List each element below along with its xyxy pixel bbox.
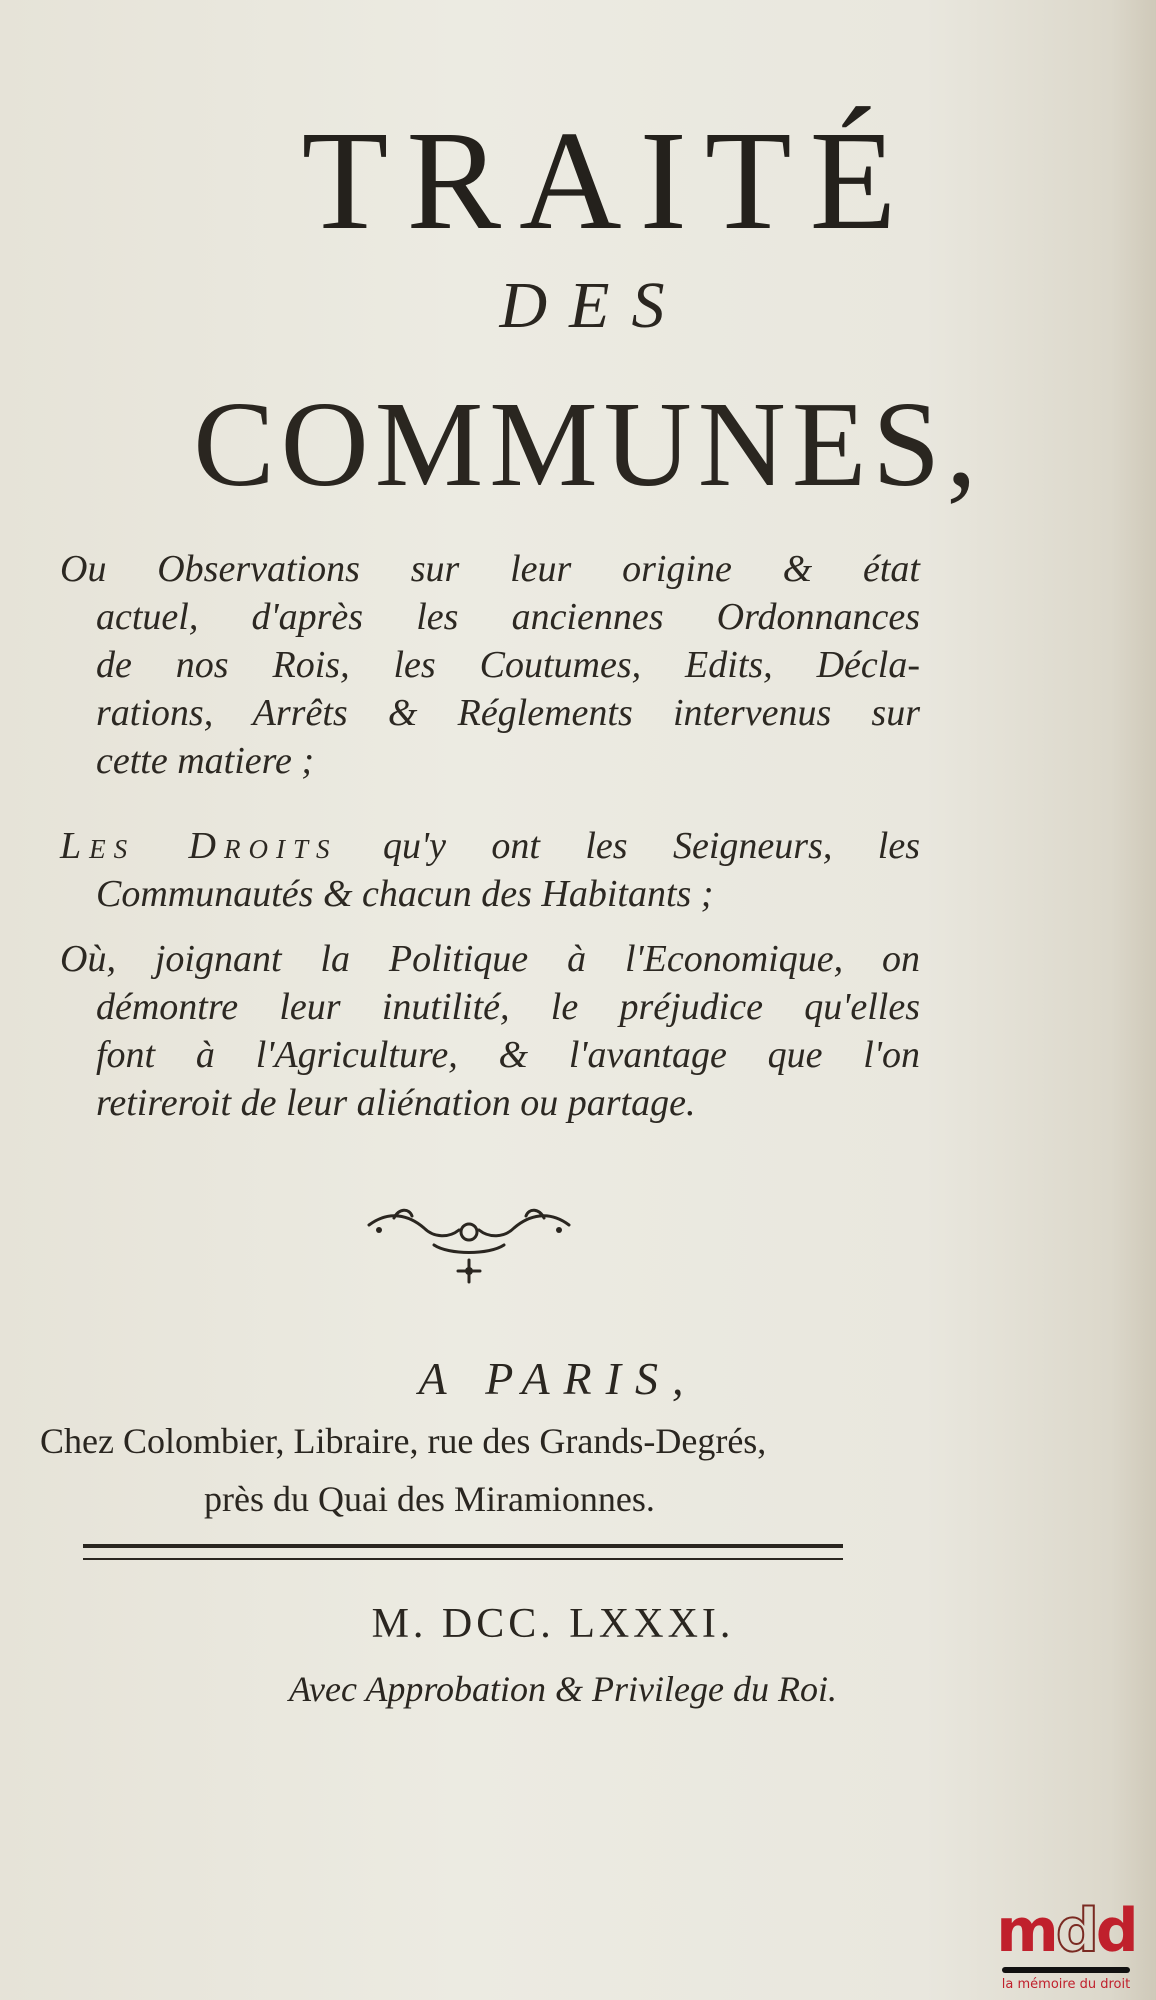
text-line: cette matiere ; — [96, 740, 315, 782]
publisher-line-2: près du Quai des Miramionnes. — [204, 1479, 655, 1519]
mdd-logo — [996, 1896, 1136, 1992]
text-line: Communautés & chacun des Habitants ; — [96, 873, 714, 915]
subtitle-paragraph-3 — [60, 935, 920, 1127]
floral-ornament-icon — [364, 1200, 574, 1295]
title-traite: TRAITÉ — [301, 101, 915, 259]
subtitle-paragraph-1 — [60, 545, 920, 785]
title-communes: COMMUNES, — [193, 377, 983, 512]
place-of-publication: A PARIS, — [418, 1353, 698, 1404]
text-line: démontre leur inutilité, le préjudice qu'elles — [96, 986, 920, 1028]
text-line: rations, Arrêts & Réglements intervenus sur — [96, 692, 920, 734]
text-line: retireroit de leur aliénation ou partage. — [96, 1082, 696, 1124]
text-line: font à l'Agriculture, & l'avantage que l'on — [96, 1034, 920, 1076]
publisher-line-1: Chez Colombier, Libraire, rue des Grands-Degrés, — [40, 1421, 767, 1461]
double-rule-divider — [83, 1544, 843, 1560]
les-droits-lead: Les Droits — [60, 825, 338, 867]
text-line: Ou Observations sur leur origine & état — [60, 548, 920, 590]
logo-mark: mdd — [996, 1896, 1136, 1966]
logo-bar — [1002, 1967, 1130, 1973]
text-line — [60, 822, 920, 870]
subtitle-paragraph-2 — [60, 822, 920, 918]
title-des: DES — [499, 269, 687, 342]
publication-year: M. DCC. LXXXI. — [371, 1601, 735, 1647]
royal-privilege: Avec Approbation & Privilege du Roi. — [289, 1669, 837, 1709]
text-line: actuel, d'après les anciennes Ordonnances — [96, 596, 920, 638]
text-span: qu'y ont les Seigneurs, les — [382, 825, 920, 867]
text-line: Où, joignant la Politique à l'Economique, on — [60, 938, 920, 980]
logo-tagline: la mémoire du droit — [1001, 1977, 1131, 1992]
text-line: de nos Rois, les Coutumes, Edits, Décla- — [96, 644, 920, 686]
